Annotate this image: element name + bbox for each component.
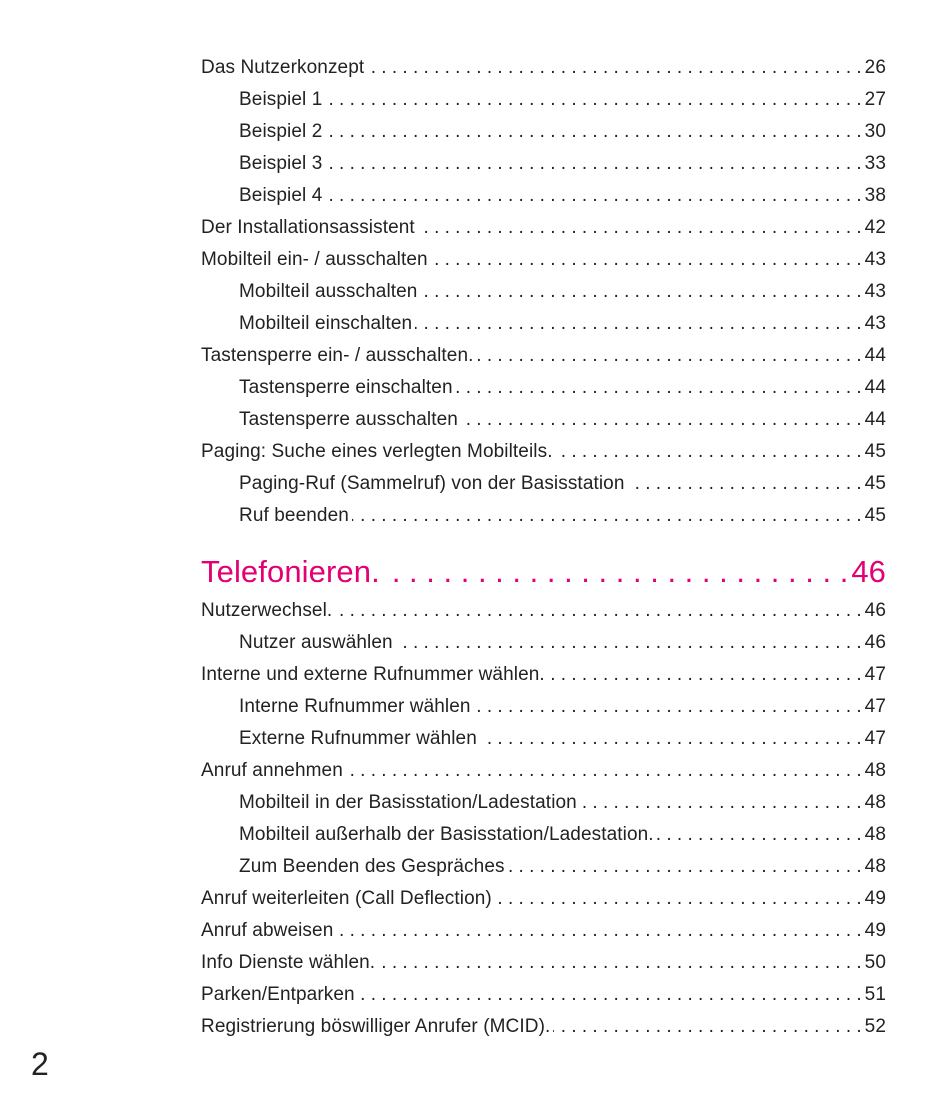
toc-dot-leader <box>556 436 862 468</box>
toc-entry-title: Ruf beenden <box>239 505 349 526</box>
toc-dot-leader <box>431 244 862 276</box>
toc-entry-title: Beispiel 1 <box>239 89 323 110</box>
toc-entry <box>201 979 886 1011</box>
toc-dot-leader <box>420 276 861 308</box>
toc-dot-leader <box>580 787 862 819</box>
toc-dot-leader <box>480 723 862 755</box>
toc-entry-title: Paging-Ruf (Sammelruf) von der Basisstation <box>239 473 625 494</box>
toc-entry-title: Anruf annehmen <box>201 760 343 781</box>
toc-entry-page: 30 <box>864 121 886 142</box>
toc-entry-page: 43 <box>864 249 886 270</box>
toc-entry-page: 48 <box>864 824 886 845</box>
toc-dot-leader <box>495 883 862 915</box>
toc-entry-title: Info Dienste wählen. <box>201 952 376 973</box>
toc-entry-title: Nutzer auswählen <box>239 632 393 653</box>
toc-entry-page: 45 <box>864 441 886 462</box>
toc-entry-title: Telefonieren. <box>201 554 380 589</box>
toc-dot-leader <box>461 404 862 436</box>
toc-dot-leader <box>325 180 861 212</box>
toc-entry <box>201 883 886 915</box>
toc-subentry <box>201 116 886 148</box>
toc-entry-page: 45 <box>864 473 886 494</box>
toc-entry-title: Interne und externe Rufnummer wählen. <box>201 664 545 685</box>
toc-entry-page: 43 <box>864 281 886 302</box>
toc-dot-leader <box>325 148 861 180</box>
toc-entry <box>201 659 886 691</box>
page-number: 2 <box>31 1046 49 1082</box>
toc-dot-leader <box>346 755 862 787</box>
toc-subentry <box>201 180 886 212</box>
toc-dot-leader <box>508 851 862 883</box>
toc-entry-page: 38 <box>864 185 886 206</box>
toc-subentry <box>201 148 886 180</box>
toc-entry-title: Parken/Entparken <box>201 984 355 1005</box>
toc-entry-page: 46 <box>864 632 886 653</box>
toc-entry-title: Mobilteil in der Basisstation/Ladestation <box>239 792 577 813</box>
toc-entry-page: 33 <box>864 153 886 174</box>
toc-dot-leader <box>628 468 862 500</box>
toc-entry-title: Beispiel 2 <box>239 121 323 142</box>
toc-entry-page: 47 <box>864 696 886 717</box>
toc-entry-page: 26 <box>864 57 886 78</box>
toc-subentry <box>201 372 886 404</box>
toc-entry-page: 45 <box>864 505 886 526</box>
toc-entry-page: 48 <box>864 856 886 877</box>
toc-entry <box>201 436 886 468</box>
toc-entry-page: 42 <box>864 217 886 238</box>
toc-entry-title: Das Nutzerkonzept <box>201 57 365 78</box>
toc-entry-page: 47 <box>864 664 886 685</box>
toc-entry-title: Mobilteil ein- / ausschalten <box>201 249 428 270</box>
toc-subentry <box>201 627 886 659</box>
toc-entry-title: Mobilteil einschalten <box>239 313 413 334</box>
toc-subentry <box>201 819 886 851</box>
toc-dot-leader <box>325 116 861 148</box>
toc-subentry <box>201 276 886 308</box>
toc-entry-page: 50 <box>864 952 886 973</box>
toc-dot-leader <box>548 659 862 691</box>
toc-entry-title: Anruf weiterleiten (Call Deflection) <box>201 888 492 909</box>
toc-entry-title: Nutzerwechsel. <box>201 600 333 621</box>
toc-entry-page: 48 <box>864 760 886 781</box>
toc-subentry <box>201 308 886 340</box>
toc-dot-leader <box>383 549 849 595</box>
toc-section-heading <box>201 549 886 595</box>
toc-dot-leader <box>358 979 862 1011</box>
toc-entry-page: 44 <box>864 377 886 398</box>
toc-entry-page: 47 <box>864 728 886 749</box>
toc-dot-leader <box>325 84 861 116</box>
toc-entry-title: Interne Rufnummer wählen <box>239 696 471 717</box>
toc-subentry <box>201 723 886 755</box>
toc-dot-leader <box>415 308 861 340</box>
toc-dot-leader <box>553 1011 861 1043</box>
toc-entry-page: 52 <box>864 1016 886 1037</box>
toc-entry-title: Paging: Suche eines verlegten Mobilteils. <box>201 441 553 462</box>
toc-entry <box>201 52 886 84</box>
toc-subentry <box>201 787 886 819</box>
toc-dot-leader <box>456 372 862 404</box>
toc-entry-page: 44 <box>864 409 886 430</box>
toc-dot-leader <box>367 52 861 84</box>
toc-entry-title: Tastensperre einschalten <box>239 377 453 398</box>
toc-dot-leader <box>657 819 862 851</box>
table-of-contents <box>201 52 886 1043</box>
toc-subentry <box>201 500 886 532</box>
toc-subentry <box>201 404 886 436</box>
toc-entry-title: Tastensperre ein- / ausschalten. <box>201 345 474 366</box>
toc-entry <box>201 212 886 244</box>
toc-entry-page: 43 <box>864 313 886 334</box>
toc-dot-leader <box>352 500 862 532</box>
toc-entry-title: Registrierung böswilliger Anrufer (MCID). <box>201 1016 551 1037</box>
toc-dot-leader <box>477 340 862 372</box>
toc-entry <box>201 755 886 787</box>
toc-entry-page: 49 <box>864 920 886 941</box>
toc-entry-title: Mobilteil außerhalb der Basisstation/Ladestation. <box>239 824 654 845</box>
toc-entry <box>201 1011 886 1043</box>
toc-entry <box>201 915 886 947</box>
toc-dot-leader <box>378 947 861 979</box>
toc-entry <box>201 595 886 627</box>
toc-entry-title: Externe Rufnummer wählen <box>239 728 477 749</box>
toc-subentry <box>201 691 886 723</box>
toc-entry-title: Der Installationsassistent <box>201 217 415 238</box>
toc-entry-page: 51 <box>864 984 886 1005</box>
toc-entry <box>201 340 886 372</box>
toc-entry-title: Beispiel 4 <box>239 185 323 206</box>
toc-entry <box>201 244 886 276</box>
toc-entry-page: 46 <box>864 600 886 621</box>
toc-entry-title: Mobilteil ausschalten <box>239 281 418 302</box>
toc-entry-title: Tastensperre ausschalten <box>239 409 458 430</box>
toc-entry-page: 44 <box>864 345 886 366</box>
toc-entry-page: 48 <box>864 792 886 813</box>
toc-entry-title: Beispiel 3 <box>239 153 323 174</box>
toc-entry-page: 46 <box>851 554 886 589</box>
toc-entry-title: Anruf abweisen <box>201 920 334 941</box>
toc-subentry <box>201 84 886 116</box>
toc-dot-leader <box>474 691 862 723</box>
toc-dot-leader <box>396 627 862 659</box>
toc-dot-leader <box>418 212 862 244</box>
toc-entry <box>201 947 886 979</box>
toc-subentry <box>201 851 886 883</box>
toc-entry-page: 49 <box>864 888 886 909</box>
toc-entry-title: Zum Beenden des Gespräches <box>239 856 505 877</box>
toc-subentry <box>201 468 886 500</box>
toc-dot-leader <box>335 595 861 627</box>
toc-dot-leader <box>336 915 861 947</box>
toc-entry-page: 27 <box>864 89 886 110</box>
